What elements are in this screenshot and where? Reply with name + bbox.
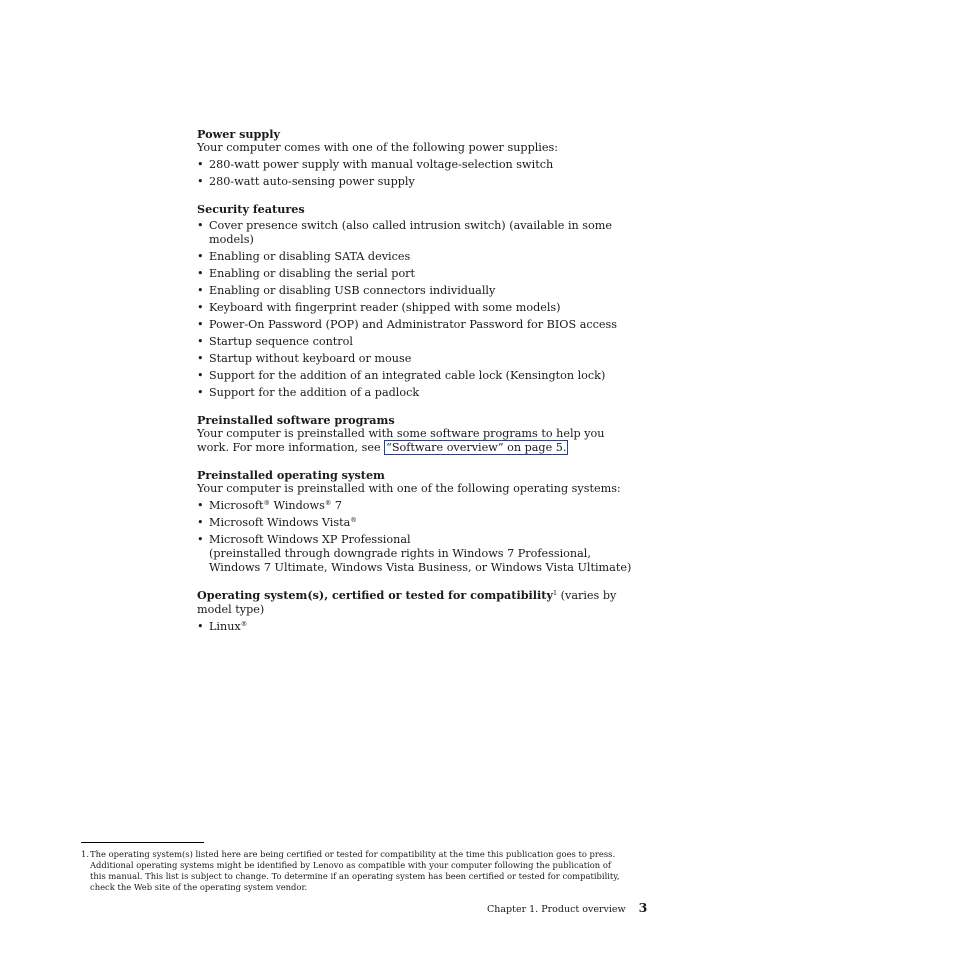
list-item: • Power-On Password (POP) and Administrator Password for BIOS access xyxy=(197,318,617,331)
list-item: • Support for the addition of a padlock xyxy=(197,386,420,399)
footnote-ref: 1 xyxy=(552,589,558,597)
bullet-icon: • xyxy=(197,620,204,633)
chapter-title: Chapter 1. Product overview xyxy=(487,904,626,915)
os-list xyxy=(197,499,637,575)
footnote-text: The operating system(s) listed here are being certified or tested for compatibility at the time this publication goes to press. Additional operating systems might be identified by Lenovo as compatible with your computer following the publication of this manual. This list is subject to change. To determine if an operating system has been certified or tested for compatibility, check the Web site of the operating system vendor. xyxy=(90,849,620,892)
bullet-icon: • xyxy=(197,352,204,365)
compat-heading: Operating system(s), certified or tested for compatibility$^1$ (varies by model type) xyxy=(197,588,617,616)
power-supply-section xyxy=(197,127,637,189)
bullet-icon: • xyxy=(197,499,204,512)
list-item: • Microsoft Windows XP Professional (preinstalled through downgrade rights in Windows 7 Professional, Windows 7 Ultimate, Windows Vista Business, or Windows Vista Ultimate) xyxy=(197,533,632,574)
bullet-icon: • xyxy=(197,301,204,314)
bullet-icon: • xyxy=(197,516,204,529)
list-item: • Support for the addition of an integrated cable lock (Kensington lock) xyxy=(197,369,606,382)
list-item: • Linux® xyxy=(197,620,248,633)
compat-section xyxy=(197,588,637,634)
footnote-divider xyxy=(81,842,204,843)
page-number: 3 xyxy=(638,900,648,915)
bullet-icon: • xyxy=(197,335,204,348)
document-body xyxy=(197,127,637,647)
list-item: • Startup sequence control xyxy=(197,335,353,348)
power-supply-heading: Power supply xyxy=(197,127,280,141)
security-heading: Security features xyxy=(197,202,305,216)
power-supply-list xyxy=(197,158,637,189)
os-intro: Your computer is preinstalled with one of the following operating systems: xyxy=(197,482,621,495)
list-item: • Enabling or disabling USB connectors individually xyxy=(197,284,496,297)
bullet-icon: • xyxy=(197,175,204,188)
power-supply-intro: Your computer comes with one of the following power supplies: xyxy=(197,141,559,154)
bullet-icon: • xyxy=(197,219,204,232)
list-item: • 280-watt power supply with manual voltage-selection switch xyxy=(197,158,554,171)
security-section xyxy=(197,202,637,400)
bullet-icon: • xyxy=(197,318,204,331)
page-footer xyxy=(487,900,648,915)
list-item: • 280-watt auto-sensing power supply xyxy=(197,175,415,188)
bullet-icon: • xyxy=(197,369,204,382)
list-item: • Keyboard with fingerprint reader (shipped with some models) xyxy=(197,301,561,314)
bullet-icon: • xyxy=(197,284,204,297)
bullet-icon: • xyxy=(197,158,204,171)
bullet-icon: • xyxy=(197,250,204,263)
list-item: • Microsoft® Windows® 7 xyxy=(197,499,343,512)
list-item: • Enabling or disabling the serial port xyxy=(197,267,416,280)
os-heading: Preinstalled operating system xyxy=(197,468,385,482)
software-heading: Preinstalled software programs xyxy=(197,413,395,427)
bullet-icon: • xyxy=(197,386,204,399)
list-item: • Microsoft Windows Vista® xyxy=(197,516,357,529)
software-section xyxy=(197,413,637,455)
security-list xyxy=(197,219,637,400)
bullet-icon: • xyxy=(197,533,204,546)
compat-list xyxy=(197,620,637,634)
software-text: Your computer is preinstalled with some software programs to help you work. For more information, see “Software overview” on page 5. xyxy=(197,427,605,454)
os-section xyxy=(197,468,637,575)
list-item: • Startup without keyboard or mouse xyxy=(197,352,412,365)
software-overview-link[interactable]: “Software overview” on page 5. xyxy=(386,441,567,454)
footnote xyxy=(81,849,626,893)
list-item: • Enabling or disabling SATA devices xyxy=(197,250,411,263)
list-item: • Cover presence switch (also called intrusion switch) (available in some models) xyxy=(197,219,613,246)
bullet-icon: • xyxy=(197,267,204,280)
footnote-number: 1. xyxy=(81,849,89,859)
